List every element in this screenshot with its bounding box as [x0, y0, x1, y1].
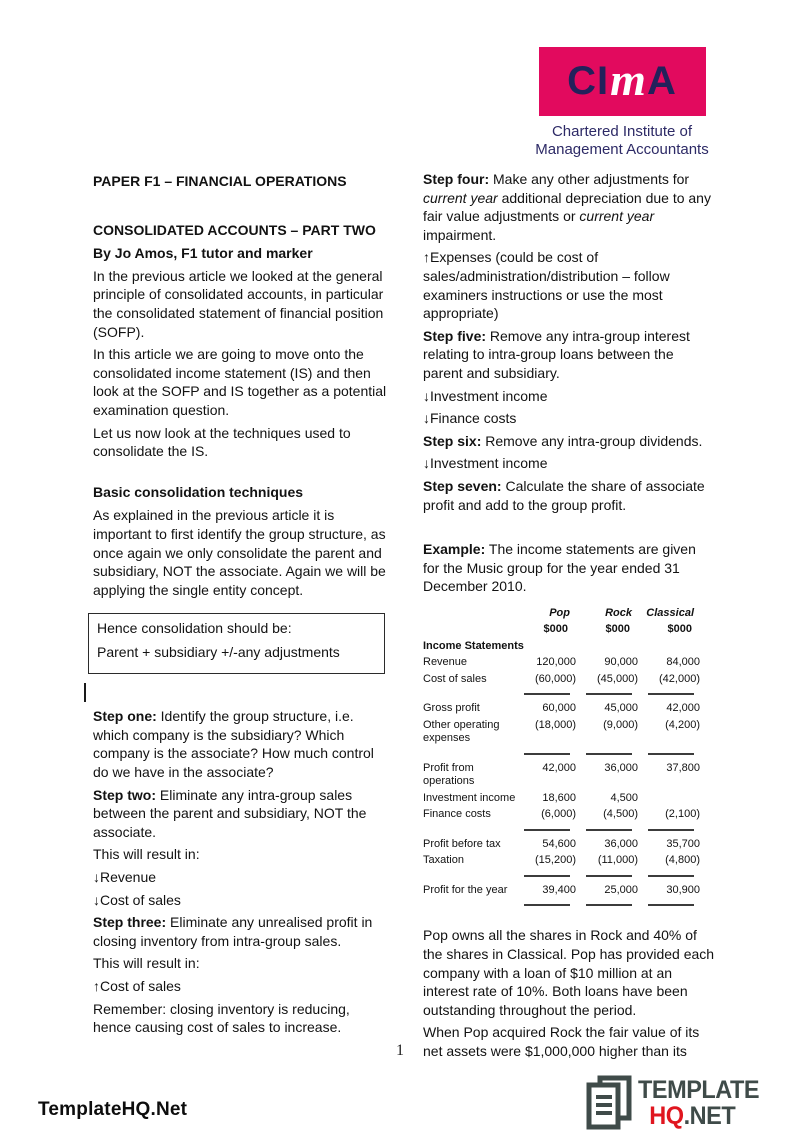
example-text: The income statements are given for the Music group for the year ended 31 December 2010. — [423, 541, 696, 595]
table-cell-label: Taxation — [423, 854, 464, 867]
table-unit-cell: $000 — [605, 623, 630, 636]
table-cell-value: 54,600 — [542, 837, 576, 850]
cima-caption-line1: Chartered Institute of — [551, 123, 693, 140]
table-cell-value: 4,500 — [610, 791, 638, 804]
table-cell-value — [640, 791, 702, 808]
step-paragraph — [423, 327, 716, 383]
cima-logo — [530, 47, 714, 158]
table-rule — [648, 904, 694, 906]
table-row — [423, 761, 702, 791]
step-paragraph — [93, 913, 391, 950]
step-label: Step five: — [423, 327, 487, 344]
table-cell-value: 60,000 — [542, 702, 576, 715]
paragraph: When Pop acquired Rock the fair value of its net assets were $1,000,000 higher than its — [423, 1024, 700, 1059]
table-cell-label: Revenue — [423, 656, 468, 669]
table-cell-label: Finance costs — [423, 808, 491, 821]
step-text: Identify the group structure, i.e. which company is the subsidiary? Which company is the associate? How much control do we have in the associate? — [93, 708, 374, 781]
table-row — [423, 718, 702, 748]
templatehq-logo-net: .NET — [683, 1101, 736, 1130]
document-icon — [585, 1075, 635, 1131]
step-text: Eliminate any intra-group sales between the parent and subsidiary, NOT the associate. — [93, 786, 367, 840]
table-cell-value: (18,000) — [535, 718, 576, 731]
cima-logo-m: m — [610, 54, 646, 105]
left-column — [93, 172, 391, 1041]
table-cell-value: 36,000 — [604, 761, 638, 774]
table-rule — [524, 829, 570, 831]
paragraph: Remember: closing inventory is reducing, hence causing cost of sales to increase. — [93, 1000, 350, 1036]
example-label: Example: — [423, 541, 486, 558]
step-label: Step six: — [423, 432, 482, 449]
table-rule — [648, 753, 694, 755]
table-cell-value: (42,000) — [659, 672, 700, 685]
table-cell-value: 120,000 — [536, 656, 576, 669]
table-row — [423, 701, 702, 718]
step-text: Remove any intra-group interest relating to intra-group loans between the parent and subsidiary. — [423, 327, 690, 381]
example-paragraph — [423, 540, 716, 596]
paragraph: This will result in: — [93, 846, 200, 863]
table-cell-value: (45,000) — [597, 672, 638, 685]
step-label: Step two: — [93, 786, 156, 803]
templatehq-logo-line1: TEMPLATE — [638, 1075, 760, 1104]
table-cell-label: Profit before tax — [423, 837, 501, 850]
table-rule — [524, 693, 570, 695]
table-cell-value: (4,500) — [603, 808, 638, 821]
table-cell-value: 84,000 — [666, 656, 700, 669]
effect-line: ↑Cost of sales — [93, 978, 181, 994]
table-cell-label: Profit from operations — [423, 761, 475, 788]
paper-title: PAPER F1 – FINANCIAL OPERATIONS — [93, 173, 347, 189]
effect-line: ↑Expenses (could be cost of sales/administration/distribution – follow examiners instructions or use the most appropriate) — [423, 249, 670, 322]
table-rule — [648, 829, 694, 831]
step-label: Step one: — [93, 708, 157, 725]
table-header-row — [423, 606, 702, 623]
table-cell-label: Other operating expenses — [423, 718, 500, 745]
effect-line: ↓Investment income — [423, 387, 548, 404]
table-rule-row — [423, 899, 702, 912]
table-rule — [586, 904, 632, 906]
table-rule — [586, 875, 632, 877]
table-row — [423, 672, 702, 689]
paragraph: As explained in the previous article it is important to first identify the group structure, as once again we only consolidate the parent and subsidiary, NOT the associate. Again we will be applying the single entity concept. — [93, 507, 386, 598]
callout-box — [88, 613, 385, 674]
templatehq-logo-line2 — [638, 1101, 759, 1130]
step-paragraph — [423, 477, 716, 514]
paragraph: Pop owns all the shares in Rock and 40% of the shares in Classical. Pop has provided each company with a loan of $10 million at an interest rate of 10%. Both loans have been outstanding throughout the period. — [423, 927, 715, 1018]
table-cell-value: 42,000 — [542, 761, 576, 774]
table-unit-cell: $000 — [667, 623, 692, 636]
step-text-italic: current year — [423, 189, 498, 206]
effect-line: ↓Investment income — [423, 455, 548, 472]
effect-line: ↓Cost of sales — [93, 891, 181, 908]
table-cell-value: 25,000 — [604, 883, 638, 896]
table-section-row — [423, 639, 702, 656]
step-text-italic: current year — [579, 208, 655, 225]
step-label: Step seven: — [423, 477, 502, 494]
cima-logo-box — [539, 47, 706, 116]
table-cell-value: (2,100) — [665, 808, 700, 821]
table-cell-value: 45,000 — [604, 702, 638, 715]
table-cell-value: (15,200) — [535, 854, 576, 867]
step-text: Eliminate any unrealised profit in closing inventory from intra-group sales. — [93, 914, 373, 949]
cima-caption — [530, 123, 714, 158]
cima-logo-a: A — [646, 59, 677, 103]
table-header-cell: Pop — [549, 606, 570, 619]
step-text: additional depreciation due to any fair value adjustments or — [423, 189, 711, 225]
table-header-cell: Classical — [646, 606, 694, 619]
table-rule-row — [423, 748, 702, 761]
effect-line: ↓Revenue — [93, 869, 157, 886]
table-rule — [524, 904, 570, 906]
table-rule — [586, 693, 632, 695]
table-cell-value: 39,400 — [542, 883, 576, 896]
table-cell-value: 90,000 — [604, 656, 638, 669]
table-cell-value: (4,200) — [665, 718, 700, 731]
table-unit-row — [423, 622, 702, 639]
table-cell-label: Gross profit — [423, 702, 480, 715]
step-text: Make any other adjustments for — [489, 171, 690, 187]
table-cell-value: (11,000) — [597, 854, 638, 867]
step-label: Step three: — [93, 914, 167, 931]
table-cell-value: (9,000) — [603, 718, 638, 731]
table-cell-value: (6,000) — [541, 808, 576, 821]
table-cell-value: 37,800 — [666, 761, 700, 774]
table-rule-row — [423, 824, 702, 837]
income-statements-table — [423, 606, 702, 913]
paragraph: In the previous article we looked at the general principle of consolidated accounts, in particular the consolidated statement of financial position (SOFP). — [93, 267, 384, 340]
table-cell-label: Investment income — [423, 791, 516, 804]
step-paragraph — [423, 170, 716, 244]
table-header-cell: Rock — [605, 606, 632, 619]
table-rule — [648, 693, 694, 695]
watermark-text: TemplateHQ.Net — [38, 1099, 188, 1120]
table-cell-value: (4,800) — [665, 854, 700, 867]
table-cell-value: 18,600 — [542, 791, 576, 804]
templatehq-logo-hq: HQ — [649, 1101, 684, 1130]
table-cell-value: 36,000 — [604, 837, 638, 850]
templatehq-logo-text — [638, 1075, 767, 1130]
page-number: 1 — [396, 1042, 404, 1059]
table-rule — [524, 875, 570, 877]
templatehq-logo — [585, 1075, 767, 1131]
article-title: CONSOLIDATED ACCOUNTS – PART TWO — [93, 221, 376, 238]
right-column — [423, 170, 716, 1065]
text-cursor — [84, 683, 86, 702]
table-rule-row — [423, 688, 702, 701]
table-cell-value: 30,900 — [666, 883, 700, 896]
table-row — [423, 791, 702, 808]
table-row — [423, 883, 702, 900]
section-heading: Basic consolidation techniques — [93, 483, 304, 500]
table-cell-value: (60,000) — [535, 672, 576, 685]
cima-caption-line2: Management Accountants — [535, 140, 709, 158]
table-rule — [648, 875, 694, 877]
step-paragraph — [93, 707, 391, 781]
table-cell-value: 35,700 — [666, 837, 700, 850]
byline: By Jo Amos, F1 tutor and marker — [93, 245, 313, 262]
cima-logo-text: CI — [567, 59, 610, 103]
step-text: Calculate the share of associate profit and add to the group profit. — [423, 477, 705, 513]
callout-line: Hence consolidation should be: — [97, 620, 292, 637]
table-cell-value: 42,000 — [666, 702, 700, 715]
table-rule — [586, 753, 632, 755]
table-row — [423, 853, 702, 870]
table-rule — [524, 753, 570, 755]
table-rule-row — [423, 870, 702, 883]
step-label: Step four: — [423, 171, 490, 187]
step-text: Remove any intra-group dividends. — [481, 432, 703, 449]
step-paragraph — [423, 432, 716, 451]
callout-line: Parent + subsidiary +/-any adjustments — [97, 643, 340, 660]
step-text: impairment. — [423, 226, 497, 243]
table-rule — [586, 829, 632, 831]
table-row — [423, 807, 702, 824]
table-unit-cell — [423, 622, 523, 639]
paragraph: In this article we are going to move onto the consolidated income statement (IS) and then look at the SOFP and IS together as a potential examination question. — [93, 346, 387, 418]
effect-line: ↓Finance costs — [423, 410, 517, 427]
paragraph: This will result in: — [93, 955, 200, 972]
table-cell-label: Cost of sales — [423, 672, 487, 685]
table-row — [423, 837, 702, 854]
table-cell-label: Profit for the year — [423, 883, 508, 896]
table-header-cell — [423, 606, 523, 623]
table-section-label: Income Statements — [423, 639, 524, 652]
table-unit-cell: $000 — [543, 623, 568, 636]
table-row — [423, 655, 702, 672]
step-paragraph — [93, 786, 391, 842]
paragraph: Let us now look at the techniques used to consolidate the IS. — [93, 424, 351, 460]
